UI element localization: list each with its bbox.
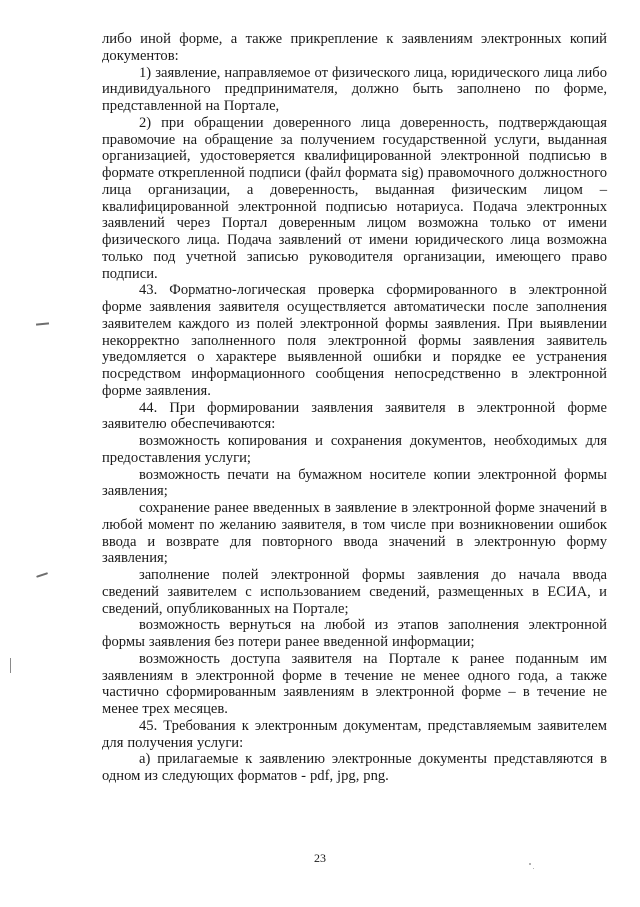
paragraph-continuation: либо иной форме, а также прикрепление к заявлениям электронных копий документов: [102,31,607,64]
page-number: 23 [314,851,326,865]
paragraph-item-2: 2) при обращении доверенного лица доверенность, подтверждающая правомочие на обращение за получением государственной услуги, выданная организацией, удостоверяется квалифицированной электронной подписью в формате открепленной подписи (файл формата sig) правомочного должностного лица организации, а доверенность, выданная физическим лицом – квалифицированной электронной подписью нотариуса. Подача электронных заявлений через Портал доверенным лицом возможна только от имени физического лица. Подача заявлений от имени юридического лица возможна только под учетной записью руководителя организации, имеющего право подписи. [102,114,607,282]
paragraph-item-44-saving: сохранение ранее введенных в заявление в электронной форме значений в любой момент по желанию заявителя, в том числе при возникновении ошибок ввода и возврате для повторного ввода значений в электронную форму заявления; [102,500,607,567]
paragraph-item-44: 44. При формировании заявления заявителя в электронной форме заявителю обеспечиваются: [102,399,607,433]
paragraph-item-44-prefill: заполнение полей электронной формы заявления до начала ввода сведений заявителем с использованием сведений, размещенных в ЕСИА, и сведений, опубликованных на Портале; [102,567,607,617]
margin-mark [36,572,48,577]
paragraph-item-44-return: возможность вернуться на любой из этапов заполнения электронной формы заявления без потери ранее введенной информации; [102,617,607,650]
paragraph-item-44-copying: возможность копирования и сохранения документов, необходимых для предоставления услуги; [102,433,607,466]
paragraph-item-45-a: а) прилагаемые к заявлению электронные документы представляются в одном из следующих форматов - pdf, jpg, png. [102,751,607,784]
paragraph-item-1: 1) заявление, направляемое от физического лица, юридического лица либо индивидуального предпринимателя, должно быть заполнено по форме, представленной на Портале, [102,64,607,114]
margin-mark [10,658,11,673]
paragraph-item-45: 45. Требования к электронным документам, представляемым заявителем для получения услуги: [102,717,607,751]
margin-mark [36,322,49,325]
body-text [102,31,607,785]
paragraph-item-43: 43. Форматно-логическая проверка сформированного в электронной форме заявления заявителя осуществляется автоматически после заполнения заявителем каждого из полей электронной формы заявления. При выявлении некорректно заполненного поля электронной формы заявления заявитель уведомляется о характере выявленной ошибки и порядке ее устранения посредством информационного сообщения непосредственно в электронной форме заявления. [102,282,607,399]
paragraph-item-44-printing: возможность печати на бумажном носителе копии электронной формы заявления; [102,466,607,500]
paragraph-item-44-access: возможность доступа заявителя на Портале к ранее поданным им заявлениям в электронной форме в течение не менее одного года, а также частично сформированным заявлениям в электронной форме – в течение не менее трех месяцев. [102,650,607,717]
scan-speck [529,863,531,865]
scan-speck [533,868,534,869]
